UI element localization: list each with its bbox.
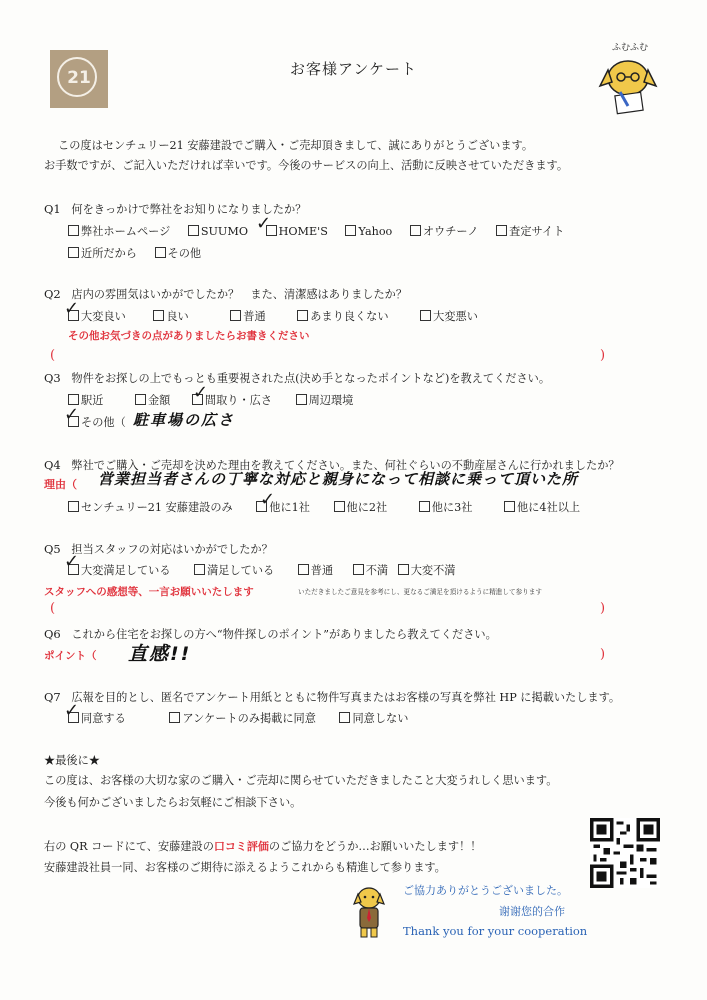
q3-options [68,392,367,408]
q6-point-label: ポイント（ [44,650,97,662]
q5-option-very-unsatisfied[interactable]: 大変不満 [398,562,456,578]
q2-option-good[interactable]: 良い [153,308,188,324]
open-paren: ( [50,601,56,616]
thanks-english: Thank you for your cooperation [403,924,588,938]
q5-options [68,562,469,578]
checkbox[interactable] [398,564,409,575]
q4-option-1[interactable]: 他に1社 [256,499,310,515]
q7-number: Q7 [44,690,61,704]
q4-reason-label: 理由（ [44,478,77,491]
q5-option-normal[interactable]: 普通 [298,562,333,578]
intro-line-2: お手数ですが、ご記入いただければ幸いです。今後のサービスの向上、活動に反映させていただきます。 [44,159,569,172]
q7-option-survey-only[interactable]: アンケートのみ掲載に同意 [169,710,316,726]
q3-option-price[interactable]: 金額 [135,392,170,408]
q6-text: これから住宅をお探しの方へ“物件探しのポイント”がありましたら教えてください。 [71,628,497,641]
checkbox[interactable] [298,564,309,575]
checkbox[interactable] [68,247,79,258]
q1-number: Q1 [44,202,61,216]
checkbox[interactable] [169,712,180,723]
thanks-japanese: ご協力ありがとうございました。 [403,884,568,897]
q2-number: Q2 [44,287,61,301]
q3-other-label: その他 [81,416,115,429]
q2-option-very-bad[interactable]: 大変悪い [420,308,478,324]
q1-option-yahoo[interactable]: Yahoo [345,225,392,238]
checkbox[interactable] [135,394,146,405]
q4-reason-answer: 営業担当者さんの丁寧な対応と親身になって相談に乗って頂いた所 [98,470,579,488]
review-highlight: 口コミ評価 [213,840,269,853]
q5-option-unsatisfied[interactable]: 不満 [353,562,388,578]
q3-option-environment[interactable]: 周辺環境 [296,392,354,408]
q3-option-station[interactable]: 駅近 [68,392,103,408]
q5-text: 担当スタッフの対応はいかがでしたか？ [71,543,273,556]
q3-question [44,370,550,386]
checkbox[interactable] [504,501,515,512]
q3-option-layout[interactable]: 間取り・広さ [192,392,272,408]
q1-option-homepage[interactable]: 弊社ホームページ [68,223,170,239]
q4-options [68,499,594,515]
q1-option-other[interactable]: その他 [155,245,202,261]
q1-text: 何をきっかけで弊社をお知りになりましたか？ [71,203,307,216]
q7-text: 広報を目的とし、匿名でアンケート用紙とともに物件写真またはお客様の写真を弊社 HP に掲載いたします。 [71,691,621,704]
q7-option-agree[interactable]: 同意する [68,710,126,726]
checkbox[interactable] [410,225,421,236]
check-mark-icon: ✓ [64,404,80,425]
q6-number: Q6 [44,627,61,641]
check-mark-icon: ✓ [64,551,80,572]
check-mark-icon: ✓ [193,382,209,403]
q7-option-disagree[interactable]: 同意しない [339,710,408,726]
q5-number: Q5 [44,542,61,556]
q2-note: その他お気づきの点がありましたらお書きください [68,330,310,342]
checkbox[interactable] [419,501,430,512]
q6-question [44,626,497,642]
q5-option-very-satisfied[interactable]: 大変満足している [68,562,171,578]
dog-mascot-suit-icon [348,884,390,940]
q1-options-row-2 [68,245,215,261]
q7-options [68,710,422,726]
checkbox[interactable] [68,225,79,236]
q1-option-suumo[interactable]: SUUMO [188,225,248,238]
q2-option-very-good[interactable]: 大変良い [68,308,126,324]
q2-option-normal[interactable]: 普通 [230,308,265,324]
q4-option-2[interactable]: 他に2社 [334,499,388,515]
checkbox[interactable] [188,225,199,236]
checkbox[interactable] [496,225,507,236]
checkbox[interactable] [296,394,307,405]
q2-question [44,286,407,302]
q3-text: 物件をお探しの上でもっとも重要視された点(決め手となったポイントなど)を教えてください。 [71,372,551,385]
q1-options-row-1 [68,223,578,239]
closing-final: 安藤建設社員一同、お客様のご期待に添えるようこれからも精進して参ります。 [44,861,446,874]
qr-code[interactable] [590,818,660,888]
q2-option-not-good[interactable]: あまり良くない [297,308,388,324]
q6-point-answer: 直感!! [128,643,192,665]
q3-other-answer: 駐車場の広さ [133,411,236,429]
checkbox[interactable] [339,712,350,723]
q4-text: 弊社でご購入・ご売却を決めた理由を教えてください。また、何社ぐらいの不動産屋さんに行かれましたか？ [71,459,620,472]
close-paren: ) [600,601,606,616]
q1-option-satei[interactable]: 査定サイト [496,223,564,239]
q5-comment-note: いただきましたご意見を参考にし、更なるご満足を頂けるように精進して参ります [298,588,542,596]
checkbox[interactable] [155,247,166,258]
close-paren: ) [600,348,606,363]
q4-number: Q4 [44,458,61,472]
check-mark-icon: ✓ [260,489,276,510]
checkbox[interactable] [230,310,241,321]
checkbox[interactable] [153,310,164,321]
q3-number: Q3 [44,371,61,385]
q4-option-only-us[interactable]: センチュリー21 安藤建設のみ [68,499,233,515]
q1-option-homes[interactable]: HOME'S [266,225,328,238]
q7-question [44,689,620,705]
checkbox[interactable] [297,310,308,321]
check-mark-icon: ✓ [64,700,80,721]
thanks-chinese: 谢谢您的合作 [499,905,565,918]
closing-line-1: この度は、お客様の大切な家のご購入・ご売却に関らせていただきましたこと大変うれしく思います。 [44,774,558,787]
q3-other: その他（ [68,414,126,430]
q4-option-3[interactable]: 他に3社 [419,499,473,515]
check-mark-icon: ✓ [64,298,80,319]
checkbox[interactable] [345,225,356,236]
close-paren: ) [600,647,606,662]
q2-options [68,308,492,324]
open-paren: ( [50,348,56,363]
q2-text: 店内の雰囲気はいかがでしたか？ また、清潔感はありましたか？ [71,288,408,301]
check-mark-icon: ✓ [256,213,272,234]
checkbox[interactable] [334,501,345,512]
checkbox[interactable] [353,564,364,575]
q1-option-neighborhood[interactable]: 近所だから [68,245,137,261]
checkbox[interactable] [194,564,205,575]
intro-line-1: この度はセンチュリー21 安藤建設でご購入・ご売却頂きまして、誠にありがとうございます。 [58,139,534,152]
q4-option-4-plus[interactable]: 他に4社以上 [504,499,580,515]
logo-text: 21 [67,68,91,88]
checkbox[interactable] [68,501,79,512]
q5-comment-label: スタッフへの感想等、一言お願いいたします [44,586,254,598]
closing-line-2: 今後も何かございましたらお気軽にご相談下さい。 [44,796,302,809]
mascot-caption: ふむふむ [612,43,649,53]
q1-option-ouchino[interactable]: オウチーノ [410,223,479,239]
checkbox[interactable] [420,310,431,321]
qr-request: 右の QR コードにて、安藤建設の口コミ評価のご協力をどうか…お願いいたします！！ [44,840,482,853]
q5-option-satisfied[interactable]: 満足している [194,562,274,578]
page-title: お客様アンケート [289,60,418,78]
closing-heading: ★最後に★ [44,754,100,767]
